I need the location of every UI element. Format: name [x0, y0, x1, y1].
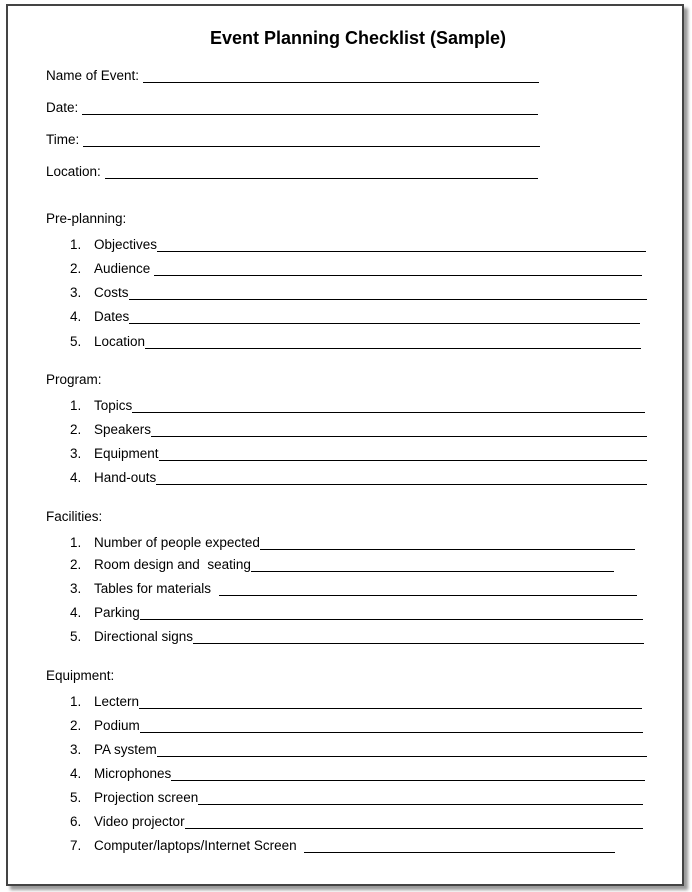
- checklist-item[interactable]: [70, 788, 643, 806]
- fill-in-line[interactable]: [159, 446, 647, 461]
- item-label: Audience: [94, 261, 155, 276]
- checklist-item[interactable]: [70, 812, 643, 830]
- checklist-item[interactable]: [70, 716, 643, 734]
- fill-in-line[interactable]: [171, 766, 645, 781]
- item-label: Podium: [94, 718, 140, 733]
- section-heading-pre-planning: Pre-planning:: [46, 211, 127, 226]
- item-label: Tables for materials: [94, 581, 219, 596]
- fill-in-line[interactable]: [140, 718, 643, 733]
- item-number: 3.: [70, 581, 82, 596]
- item-label: Parking: [94, 605, 140, 620]
- checklist-item[interactable]: [70, 603, 643, 621]
- section-heading-program: Program:: [46, 372, 102, 387]
- fill-in-line[interactable]: [132, 398, 645, 413]
- checklist-item[interactable]: [70, 307, 640, 325]
- item-number: 5.: [70, 629, 82, 644]
- field-label: Name of Event:: [46, 68, 143, 83]
- item-label: Directional signs: [94, 629, 194, 644]
- fill-in-line[interactable]: [156, 470, 647, 485]
- checklist-item[interactable]: [70, 468, 647, 486]
- fill-in-line[interactable]: [154, 261, 642, 276]
- item-number: 3.: [70, 446, 82, 461]
- checklist-item[interactable]: [70, 444, 647, 462]
- field-label: Time:: [46, 132, 83, 147]
- checklist-item[interactable]: [70, 579, 637, 597]
- fill-in-line[interactable]: [260, 535, 635, 550]
- item-number: 1.: [70, 535, 82, 550]
- item-number: 4.: [70, 766, 82, 781]
- fill-in-line[interactable]: [105, 164, 538, 179]
- item-number: 1.: [70, 237, 82, 252]
- checklist-item[interactable]: [70, 283, 647, 301]
- item-number: 6.: [70, 814, 82, 829]
- checklist-item[interactable]: [70, 332, 641, 350]
- field-location[interactable]: [46, 162, 538, 180]
- fill-in-line[interactable]: [83, 132, 540, 147]
- item-number: 7.: [70, 838, 82, 853]
- fill-in-line[interactable]: [129, 309, 640, 324]
- item-label: Room design and seating: [94, 557, 251, 572]
- item-label: Dates: [94, 309, 130, 324]
- fill-in-line[interactable]: [145, 334, 641, 349]
- fill-in-line[interactable]: [82, 100, 538, 115]
- section-heading-facilities: Facilities:: [46, 509, 103, 524]
- item-label: Equipment: [94, 446, 159, 461]
- item-label: Video projector: [94, 814, 185, 829]
- fill-in-line[interactable]: [140, 605, 643, 620]
- fill-in-line[interactable]: [251, 557, 614, 572]
- item-number: 1.: [70, 398, 82, 413]
- checklist-item[interactable]: [70, 259, 642, 277]
- item-label: Objectives: [94, 237, 158, 252]
- item-label: Lectern: [94, 694, 140, 709]
- fill-in-line[interactable]: [198, 790, 643, 805]
- item-label: Number of people expected: [94, 535, 260, 550]
- fill-in-line[interactable]: [157, 237, 646, 252]
- item-number: 2.: [70, 422, 82, 437]
- item-number: 4.: [70, 309, 82, 324]
- fill-in-line[interactable]: [151, 422, 647, 437]
- fill-in-line[interactable]: [139, 694, 642, 709]
- checklist-item[interactable]: [70, 836, 615, 854]
- field-date[interactable]: [46, 98, 538, 116]
- fill-in-line[interactable]: [193, 629, 644, 644]
- item-number: 4.: [70, 470, 82, 485]
- item-label: Location: [94, 334, 146, 349]
- section-heading-equipment: Equipment:: [46, 668, 115, 683]
- item-number: 2.: [70, 557, 82, 572]
- fill-in-line[interactable]: [304, 838, 615, 853]
- item-number: 4.: [70, 605, 82, 620]
- checklist-item[interactable]: [70, 764, 645, 782]
- checklist-item[interactable]: [70, 627, 644, 645]
- item-label: Hand-outs: [94, 470, 157, 485]
- checklist-item[interactable]: [70, 740, 647, 758]
- fill-in-line[interactable]: [219, 581, 637, 596]
- checklist-item[interactable]: [70, 533, 635, 551]
- page-title: Event Planning Checklist (Sample): [209, 28, 507, 48]
- fill-in-line[interactable]: [129, 285, 647, 300]
- field-label: Location:: [46, 164, 105, 179]
- item-number: 5.: [70, 790, 82, 805]
- item-number: 2.: [70, 261, 82, 276]
- item-label: PA system: [94, 742, 157, 757]
- checklist-item[interactable]: [70, 235, 646, 253]
- field-name-of-event[interactable]: [46, 66, 539, 84]
- checklist-item[interactable]: [70, 555, 614, 573]
- item-label: Computer/laptops/Internet Screen: [94, 838, 305, 853]
- item-number: 2.: [70, 718, 82, 733]
- item-label: Costs: [94, 285, 129, 300]
- item-label: Topics: [94, 398, 133, 413]
- item-label: Microphones: [94, 766, 172, 781]
- item-number: 3.: [70, 285, 82, 300]
- item-number: 5.: [70, 334, 82, 349]
- field-label: Date:: [46, 100, 83, 115]
- fill-in-line[interactable]: [143, 68, 539, 83]
- checklist-item[interactable]: [70, 692, 642, 710]
- item-number: 3.: [70, 742, 82, 757]
- fill-in-line[interactable]: [185, 814, 643, 829]
- fill-in-line[interactable]: [157, 742, 647, 757]
- item-label: Projection screen: [94, 790, 199, 805]
- item-number: 1.: [70, 694, 82, 709]
- checklist-item[interactable]: [70, 396, 645, 414]
- item-label: Speakers: [94, 422, 152, 437]
- checklist-item[interactable]: [70, 420, 647, 438]
- field-time[interactable]: [46, 130, 540, 148]
